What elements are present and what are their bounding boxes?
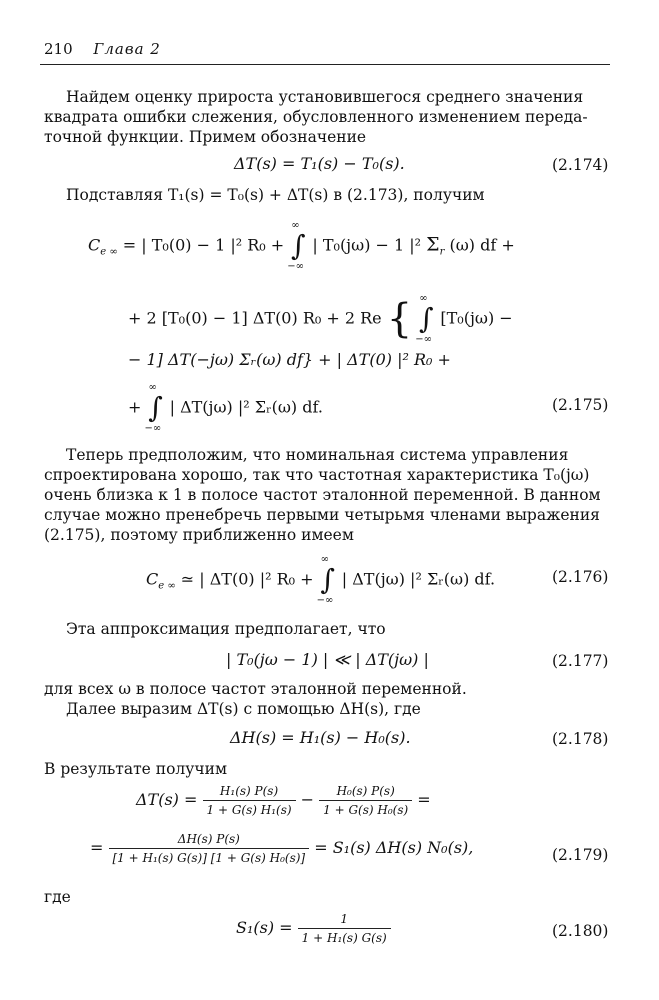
equation-2-179-line-2 <box>90 832 473 865</box>
paragraph-7: В результате получим <box>44 760 228 778</box>
fraction-4-denominator: 1 + H₁(s) G(s) <box>301 931 387 945</box>
equation-2-175-line-1 <box>88 220 515 272</box>
fraction-1 <box>203 784 296 817</box>
fraction-2-numerator: H₀(s) P(s) <box>319 784 412 801</box>
equation-number-2-176: (2.176) <box>552 568 609 586</box>
equation-number-2-180: (2.180) <box>552 922 609 940</box>
eq179-rhs: = S₁(s) ΔH(s) N₀(s), <box>314 838 474 857</box>
c-subscript: e ∞ <box>158 580 176 592</box>
integral-glyph: ∫ <box>290 229 306 262</box>
eq176-term-b: | ΔT(jω) |² Σᵣ(ω) df. <box>341 569 496 589</box>
eq175-line4-term: | ΔT(jω) |² Σᵣ(ω) df. <box>169 397 323 417</box>
eq175-term-c: (ω) df + <box>449 235 515 255</box>
integral-glyph: ∫ <box>418 302 434 335</box>
equation-2-179-line-1 <box>136 784 431 817</box>
integral-sign <box>316 554 337 606</box>
equation-number-2-179: (2.179) <box>552 846 609 864</box>
fraction-2 <box>319 784 412 817</box>
integral-lower-limit: −∞ <box>144 423 162 434</box>
fraction-3-numerator: ΔH(s) P(s) <box>109 832 310 849</box>
eq175-term-b: | T₀(jω) − 1 |² <box>312 235 422 255</box>
minus-sign: − <box>300 790 315 809</box>
eq175-term-a: = | T₀(0) − 1 |² R₀ + <box>122 235 285 255</box>
fraction-1-denominator: 1 + G(s) H₁(s) <box>206 803 292 817</box>
eq176-term-a: ≃ | ΔT(0) |² R₀ + <box>180 569 314 589</box>
paragraph-3-line-1: Теперь предположим, что номинальная система управления <box>66 446 569 464</box>
equation-2-176 <box>146 554 496 606</box>
paragraph-5: для всех ω в полосе частот эталонной переменной. <box>44 680 467 698</box>
paragraph-3-line-2: спроектирована хорошо, так что частотная характеристика T₀(jω) <box>44 466 590 484</box>
equation-2-180 <box>236 912 391 945</box>
paragraph-3-line-5: (2.175), поэтому приближенно имеем <box>44 526 354 544</box>
integral-upper-limit: ∞ <box>419 293 428 304</box>
equation-2-174: ΔT(s) = T₁(s) − T₀(s). <box>234 154 405 173</box>
equation-number-2-174: (2.174) <box>552 156 609 174</box>
fraction-1-numerator: H₁(s) P(s) <box>203 784 296 801</box>
equation-2-178: ΔH(s) = H₁(s) − H₀(s). <box>230 728 411 747</box>
integral-lower-limit: −∞ <box>316 595 334 606</box>
integral-upper-limit: ∞ <box>148 382 157 393</box>
paragraph-3-line-4: случае можно пренебречь первыми четырьмя членами выражения <box>44 506 600 524</box>
equals-sign: = <box>417 790 431 809</box>
equation-2-175-line-3: − 1] ΔT(−jω) Σᵣ(ω) df} + | ΔT(0) |² R₀ + <box>128 350 451 369</box>
paragraph-1-line-2: квадрата ошибки слежения, обусловленного изменением переда- <box>44 108 588 126</box>
integral-glyph: ∫ <box>148 391 163 424</box>
integral-lower-limit: −∞ <box>287 261 304 272</box>
integral-sign <box>415 293 435 345</box>
integral-upper-limit: ∞ <box>320 554 330 565</box>
eq175-line2-a: + 2 [T₀(0) − 1] ΔT(0) R₀ + 2 Re <box>128 308 382 328</box>
sigma-subscript: r <box>439 246 445 258</box>
paragraph-2: Подставляя T₁(s) = T₀(s) + ΔT(s) в (2.173), получим <box>66 186 485 204</box>
integral-lower-limit: −∞ <box>415 334 432 345</box>
left-brace: { <box>386 296 413 342</box>
chapter-title: Глава 2 <box>93 40 161 58</box>
c-symbol: C <box>146 569 159 589</box>
fraction-4 <box>298 912 391 945</box>
paragraph-4: Эта аппроксимация предполагает, что <box>66 620 386 638</box>
c-symbol: C <box>88 235 101 255</box>
integral-upper-limit: ∞ <box>291 220 300 231</box>
c-subscript: e ∞ <box>100 246 118 258</box>
eq179-lhs: ΔT(s) = <box>136 790 198 809</box>
equation-2-177: | T₀(jω − 1) | ≪ | ΔT(jω) | <box>226 650 429 669</box>
equation-number-2-177: (2.177) <box>552 652 609 670</box>
paragraph-3-line-3: очень близка к 1 в полосе частот эталонной переменной. В данном <box>44 486 601 504</box>
page-number: 210 <box>44 40 73 58</box>
fraction-3 <box>109 832 310 865</box>
paragraph-1-line-1: Найдем оценку прироста установившегося среднего значения <box>66 88 584 106</box>
equation-number-2-175: (2.175) <box>552 396 609 414</box>
equation-number-2-178: (2.178) <box>552 730 609 748</box>
integral-sign <box>144 382 165 434</box>
integral-sign <box>287 220 307 272</box>
equals-sign: = <box>90 838 104 857</box>
paragraph-6: Далее выразим ΔT(s) с помощью ΔH(s), где <box>66 700 421 718</box>
equation-2-175-line-4: + ∞ ∫ −∞ | ΔT(jω) |² Σᵣ(ω) df. <box>128 382 323 434</box>
equation-2-175-line-2 <box>128 293 513 345</box>
eq175-line2-b: [T₀(jω) − <box>440 308 513 328</box>
eq180-lhs: S₁(s) = <box>236 918 293 937</box>
running-header <box>44 40 161 58</box>
fraction-2-denominator: 1 + G(s) H₀(s) <box>323 803 409 817</box>
paragraph-1-line-3: точной функции. Примем обозначение <box>44 128 367 146</box>
fraction-4-numerator: 1 <box>298 912 391 929</box>
integral-glyph: ∫ <box>320 563 335 596</box>
header-rule <box>40 64 610 65</box>
sigma-symbol: Σ <box>426 233 440 256</box>
fraction-3-denominator: [1 + H₁(s) G(s)] [1 + G(s) H₀(s)] <box>112 851 306 865</box>
paragraph-8: где <box>44 888 71 906</box>
